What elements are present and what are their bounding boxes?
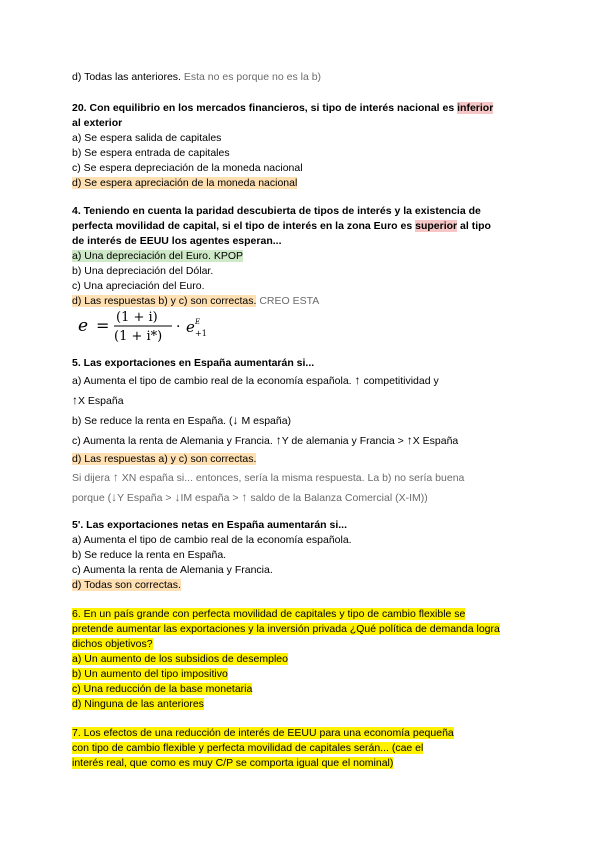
option-b-text: b) Se reduce la renta en España. ( [72,415,233,427]
question-6-option-d: d) Ninguna de las anteriores [72,698,204,710]
question-4 [72,204,532,309]
option-c-mid: Y de alemania y Francia > [281,435,404,447]
note-2-text: porque ( [72,492,112,504]
option-b-tail: M españa) [241,415,292,427]
question-7-stem-line-2: con tipo de cambio flexible y perfecta movilidad de capitales serán... (cae el [72,742,424,754]
question-7-stem-line-3: interés real, que como es muy C/P se comporta igual que el nominal) [72,757,394,769]
arrow-up-icon: ↑ [354,373,361,387]
question-5-option-a [72,371,552,391]
question-5-prime [72,518,532,593]
parity-formula [76,307,216,345]
question-4-option-d: d) Las respuestas b) y c) son correctas. [72,295,257,307]
question-6-stem-line-1: 6. En un país grande con perfecta movilidad de capitales y tipo de cambio flexible se [72,608,466,620]
question-4-note: CREO ESTA [259,295,320,307]
arrow-down-icon: ↓ [232,413,239,427]
question-5-stem: 5. Las exportaciones en España aumentarán si... [72,357,315,369]
arrow-down-icon: ↓ [111,490,118,504]
note-1-tail: XN españa si... entonces, sería la misma respuesta. La b) no sería buena [121,472,465,484]
question-5-option-d: d) Las respuestas a) y c) son correctas. [72,453,257,465]
question-20-option-d: d) Se espera apreciación de la moneda nacional [72,177,298,189]
option-c-tail: X España [412,435,459,447]
question-5-option-b [72,411,552,431]
arrow-down-icon: ↓ [174,490,181,504]
question-5-prime-option-b: b) Se reduce la renta en España. [72,549,227,561]
note-1-text: Si dijera [72,472,110,484]
question-4-stem-line-1: 4. Teniendo en cuenta la paridad descubierta de tipos de interés y la existencia de [72,205,481,217]
arrow-up-icon: ↑ [112,470,119,484]
question-20-highlight: inferior [457,102,494,114]
question-5-option-a-cont [72,391,552,411]
question-6-option-b: b) Un aumento del tipo impositivo [72,668,228,680]
question-5-prime-option-a: a) Aumenta el tipo de cambio real de la economía española. [72,534,352,546]
option-a-text: a) Aumenta el tipo de cambio real de la economía española. [72,375,352,387]
question-5-prime-stem: 5'. Las exportaciones netas en España aumentarán si... [72,519,348,531]
option-a-tail: competitividad y [363,375,439,387]
note-2-d: saldo de la Balanza Comercial (X-IM)) [250,492,428,504]
question-4-option-c: c) Una apreciación del Euro. [72,280,205,292]
question-7 [72,726,532,771]
question-20-option-a: a) Se espera salida de capitales [72,132,222,144]
note-2-b: Y España > [117,492,172,504]
question-7-stem-line-1: 7. Los efectos de una reducción de interés de EEUU para una economía pequeña [72,727,454,739]
question-6-option-a: a) Un aumento de los subsidios de desempleo [72,653,288,665]
question-4-stem-tail: al tipo [460,220,491,232]
question-5 [72,355,552,508]
question-5-note-line-2 [72,488,552,508]
question-4-stem-text: perfecta movilidad de capital, si el tipo de interés en la zona Euro es [72,220,413,232]
question-4-stem-line-2 [72,219,532,234]
formula-numerator: (1 + i) [116,310,158,325]
option-a-cont-text: X España [78,395,124,407]
question-6 [72,607,552,712]
prev-answer-note: Esta no es porque no es la b) [183,71,322,83]
question-20 [72,101,532,191]
formula-superscript: E [195,318,201,326]
question-20-option-b: b) Se espera entrada de capitales [72,147,230,159]
formula-dot: · [176,319,181,335]
question-4-stem-line-3: de interés de EEUU los agentes esperan... [72,235,282,247]
arrow-up-icon: ↑ [72,393,78,407]
question-20-stem-line-1 [72,101,532,116]
question-5-option-c [72,431,552,451]
question-6-stem-line-3: dichos objetivos? [72,638,153,650]
question-5-prime-option-c: c) Aumenta la renta de Alemania y Francia. [72,564,273,576]
previous-answer [72,70,532,85]
formula-lhs: e [78,316,89,336]
question-20-option-c: c) Se espera depreciación de la moneda nacional [72,162,303,174]
question-6-stem-line-2: pretende aumentar las exportaciones y la inversión privada ¿Qué política de demanda logra [72,623,500,635]
question-20-stem-text: 20. Con equilibrio en los mercados financieros, si tipo de interés nacional es [72,102,455,114]
formula-equals: = [96,316,110,335]
question-5-note-line-1 [72,468,552,488]
formula-base: e [186,318,195,336]
formula-subscript: +1 [195,329,207,338]
arrow-up-icon: ↑ [406,433,413,447]
question-5-prime-option-d: d) Todas son correctas. [72,579,181,591]
question-20-stem-line-2: al exterior [72,117,123,129]
question-4-option-b: b) Una depreciación del Dólar. [72,265,214,277]
question-4-option-a: a) Una depreciación del Euro. KPOP [72,250,244,262]
question-6-option-c: c) Una reducción de la base monetaria [72,683,253,695]
note-2-c: IM españa > [180,492,239,504]
arrow-up-icon: ↑ [241,490,248,504]
option-c-text: c) Aumenta la renta de Alemania y Francia. [72,435,273,447]
prev-answer-text: d) Todas las anteriores. [72,71,181,83]
arrow-up-icon: ↑ [275,433,282,447]
formula-denominator: (1 + i*) [114,329,163,344]
question-4-highlight: superior [415,220,458,232]
